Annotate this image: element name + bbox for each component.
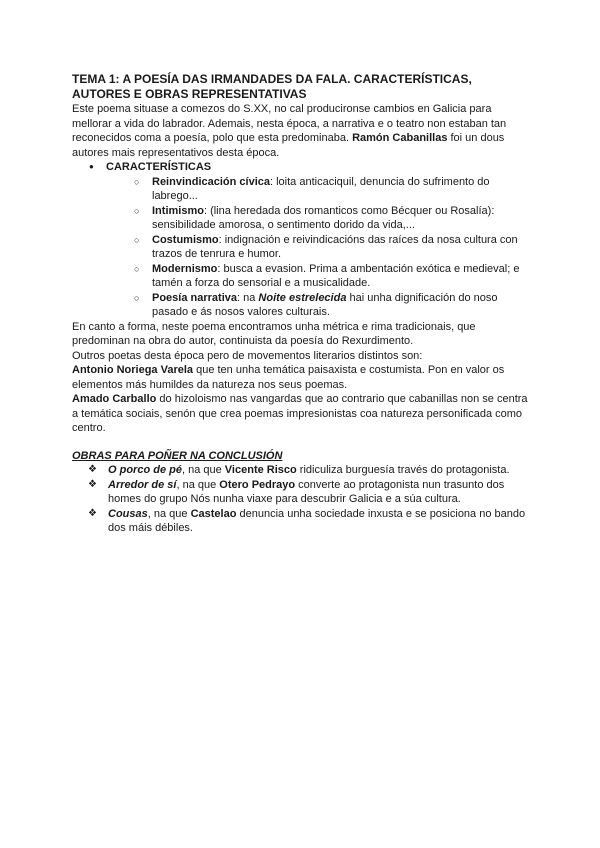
- item-text-end: converte ao protagonista nun trasunto dos homes do grupo Nós nunha viaxe para descubrir Galicia e a súa cultura.: [108, 478, 505, 505]
- form-paragraph: En canto a forma, neste poema encontramos unha métrica e rima tradicionais, que predominan na obra do autor, continuista da poesía do Rexurdimento.: [72, 320, 476, 347]
- intro-paragraph: [72, 102, 530, 160]
- item-term: Modernismo: [152, 262, 218, 275]
- characteristics-heading: [72, 160, 530, 320]
- list-item: [102, 262, 530, 291]
- diamond-bullet-icon: ❖: [88, 478, 97, 490]
- list-item: [102, 233, 530, 262]
- item-text: , na que: [181, 464, 225, 476]
- item-text: , na que: [147, 507, 191, 520]
- intro-text-end: foi un dous autores mais representativos desta época.: [72, 132, 505, 159]
- item-text: , na que: [176, 478, 220, 491]
- poet-text: que ten unha temática paisaxista e costumista. Pon en valor os elementos más humildes da natureza nos seus poemas.: [72, 364, 505, 391]
- list-item: [72, 507, 530, 536]
- work-title: Noite estrelecida: [258, 291, 347, 304]
- author-name: Castelao: [190, 507, 237, 520]
- item-text: : (lina heredada dos romanticos como Bécquer ou Rosalía): sensibilidade amorosa, o sentimento dorido da vida,...: [152, 204, 495, 231]
- item-term: Poesía narrativa: [152, 291, 237, 304]
- list-item: [72, 478, 530, 507]
- diamond-bullet-icon: ❖: [88, 507, 97, 519]
- characteristics-heading-label: CARACTERÍSTICAS: [106, 161, 212, 173]
- work-title: Arredor de sí: [108, 478, 177, 491]
- list-item: [102, 291, 530, 320]
- poet-name: Amado Carballo: [72, 393, 157, 405]
- works-heading: OBRAS PARA POÑER NA CONCLUSIÓN: [72, 449, 283, 462]
- poet-text: do hizoloismo nas vangardas que ao contrario que cabanillas non se centra a temática sociais, senón que crea poemas impresionistas coa natureza personificada como centro.: [72, 393, 528, 434]
- works-list: [72, 463, 530, 536]
- document-title: TEMA 1: A POESÍA DAS IRMANDADES DA FALA. CARACTERÍSTICAS, AUTORES E OBRAS REPRESENTATIVAS: [72, 72, 472, 101]
- item-term: Costumismo: [152, 233, 219, 246]
- carballo-paragraph: [72, 392, 530, 436]
- diamond-bullet-icon: ❖: [88, 464, 97, 475]
- work-title: Cousas: [108, 507, 148, 520]
- other-poets-paragraph: Outros poetas desta época pero de movementos literarios distintos son:: [72, 349, 423, 362]
- list-item: [72, 463, 530, 478]
- item-text-end: hai unha dignificación do noso pasado e ás nosos valores culturais.: [152, 291, 498, 318]
- noriega-paragraph: [72, 363, 530, 392]
- item-text-end: denuncia unha sociedade inxusta e se posiciona no bando dos máis débiles.: [108, 507, 526, 534]
- characteristics-sublist: [106, 175, 530, 320]
- list-item: [102, 204, 530, 233]
- item-text: : loita anticaciquil, denuncia do sufrimento do labrego...: [152, 175, 490, 202]
- list-item: [102, 175, 530, 204]
- author-name: Vicente Risco: [224, 464, 297, 476]
- item-text: : busca a evasion. Prima a ambentación exótica e medieval; e tamén a forza do sensorial e a musicalidade.: [152, 262, 520, 289]
- intro-text: Este poema situase a comezos do S.XX, no cal producironse cambios en Galicia para mellorar a vida do labrador. Ademais, nesta época, a narrativa e o teatro non estaban tan reconecidos coma a poesía, polo que esta predominaba.: [72, 103, 507, 144]
- poet-name: Antonio Noriega Varela: [72, 364, 194, 376]
- work-title: O porco de pé: [108, 464, 182, 476]
- item-text-end: ridiculiza burguesía través do protagonista.: [296, 464, 510, 476]
- item-term: Reinvindicación cívica: [152, 175, 270, 188]
- item-text: : indignación e reivindicacións das raíces da nosa cultura con trazos de tenrura e humor.: [152, 233, 518, 260]
- characteristics-list: [72, 160, 530, 320]
- item-text: : na: [237, 291, 259, 304]
- author-name: Otero Pedrayo: [219, 478, 296, 491]
- item-term: Intimismo: [152, 204, 204, 217]
- intro-author: Ramón Cabanillas: [352, 132, 448, 144]
